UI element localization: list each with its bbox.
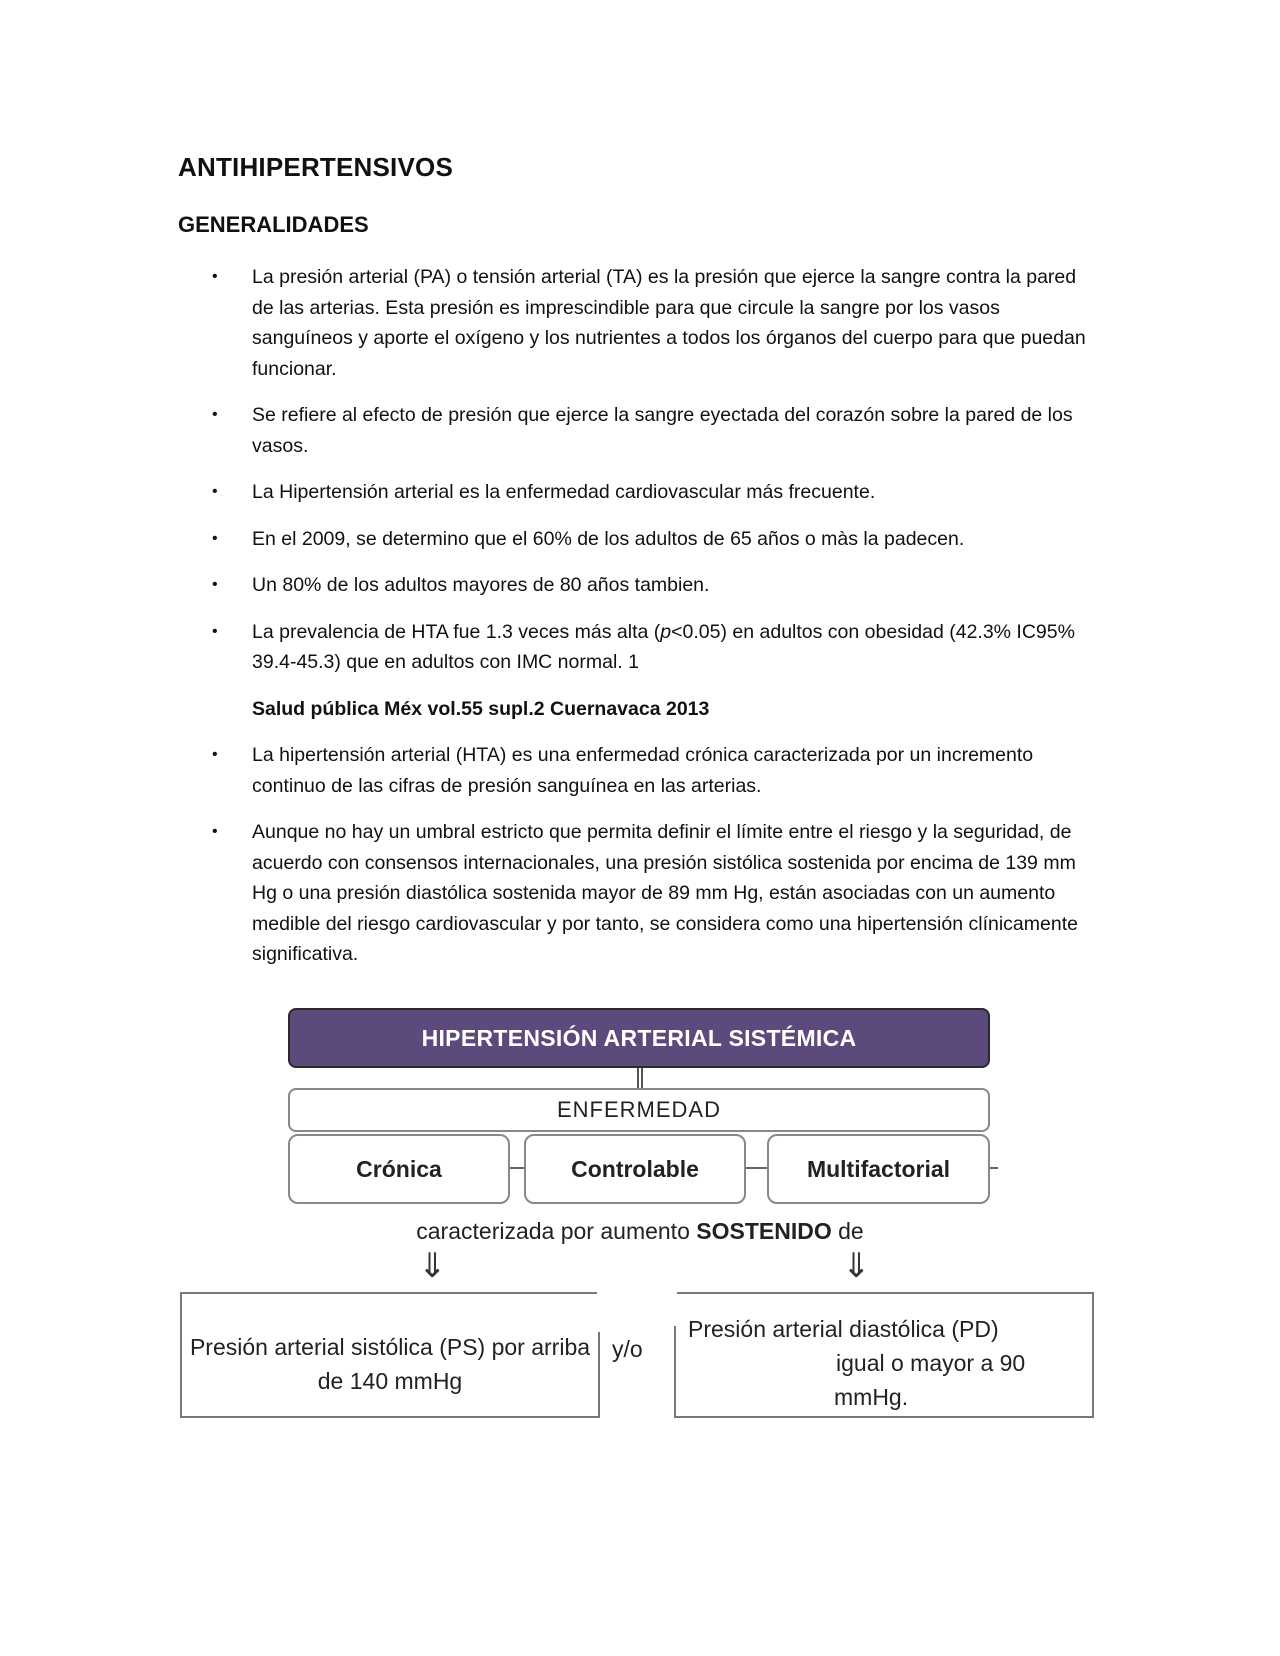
bullet-list	[178, 262, 1098, 986]
type-box-controlable: Controlable	[524, 1134, 746, 1204]
and-or-label: y/o	[612, 1336, 643, 1362]
list-item: • La presión arterial (PA) o tensión arterial (TA) es la presión que ejerce la sangre contra la pared de las arterias. Esta presión es imprescindible para que circule la sangre por los vasos sanguíneos y aporte el oxígeno y los nutrientes a todos los órganos del cuerpo para que puedan funcionar.	[178, 262, 1098, 384]
type-box-multifactorial: Multifactorial	[767, 1134, 990, 1204]
down-arrow-icon: ⇓	[418, 1247, 447, 1285]
list-item: • Se refiere al efecto de presión que ejerce la sangre eyectada del corazón sobre la pared de los vasos.	[178, 400, 1098, 461]
list-item: • Aunque no hay un umbral estricto que permita definir el límite entre el riesgo y la seguridad, de acuerdo con consensos internacionales, una presión sistólica sostenida por encima de 139 mm Hg o una presión diastólica sostenida mayor de 89 mm Hg, están asociadas con un aumento medible del riesgo cardiovascular y por tanto, se considera como una hipertensión clínicamente significativa.	[178, 817, 1098, 970]
list-item: • En el 2009, se determino que el 60% de los adultos de 65 años o màs la padecen.	[178, 524, 1098, 555]
list-item: • Un 80% de los adultos mayores de 80 años tambien.	[178, 570, 1098, 601]
type-box-cronica: Crónica	[288, 1134, 510, 1204]
bullet-icon: •	[212, 406, 218, 423]
diagram-header: HIPERTENSIÓN ARTERIAL SISTÉMICA	[288, 1008, 990, 1068]
diagram-connector	[990, 1167, 998, 1169]
diagram-connector	[510, 1167, 524, 1169]
list-item: • La prevalencia de HTA fue 1.3 veces más alta (p<0.05) en adultos con obesidad (42.3% IC95% 39.4-45.3) que en adultos con IMC normal. 1	[178, 617, 1098, 678]
section-heading: GENERALIDADES	[178, 212, 369, 237]
diastolic-text-line2: igual o mayor a 90	[836, 1350, 1026, 1376]
page-title: ANTIHIPERTENSIVOS	[178, 152, 453, 182]
diagram-connector	[746, 1167, 767, 1169]
diastolic-text-line3: mmHg.	[834, 1384, 909, 1410]
bullet-icon: •	[212, 622, 218, 640]
citation: Salud pública Méx vol.55 supl.2 Cuernavaca 2013	[252, 697, 710, 720]
systolic-text: Presión arterial sistólica (PS) por arriba de 140 mmHg	[189, 1334, 591, 1394]
down-arrow-icon: ⇓	[842, 1247, 871, 1285]
list-item: • La hipertensión arterial (HTA) es una enfermedad crónica caracterizada por un incremento continuo de las cifras de presión sanguínea en las arterias.	[178, 740, 1098, 801]
diastolic-box	[674, 1292, 1094, 1418]
diastolic-text-line1: Presión arterial diastólica (PD)	[688, 1316, 999, 1342]
list-item: • La Hipertensión arterial es la enfermedad cardiovascular más frecuente.	[178, 477, 1098, 508]
bullet-icon: •	[212, 746, 218, 763]
bullet-icon: •	[212, 576, 218, 593]
diagram-connector	[637, 1068, 643, 1088]
bullet-icon: •	[212, 823, 218, 840]
systolic-box	[180, 1292, 600, 1418]
bullet-icon: •	[212, 483, 218, 500]
characterized-text: caracterizada por aumento SOSTENIDO de	[416, 1218, 864, 1244]
bullet-icon: •	[212, 529, 218, 547]
diagram-category: ENFERMEDAD	[288, 1088, 990, 1132]
bullet-icon: •	[212, 268, 218, 285]
